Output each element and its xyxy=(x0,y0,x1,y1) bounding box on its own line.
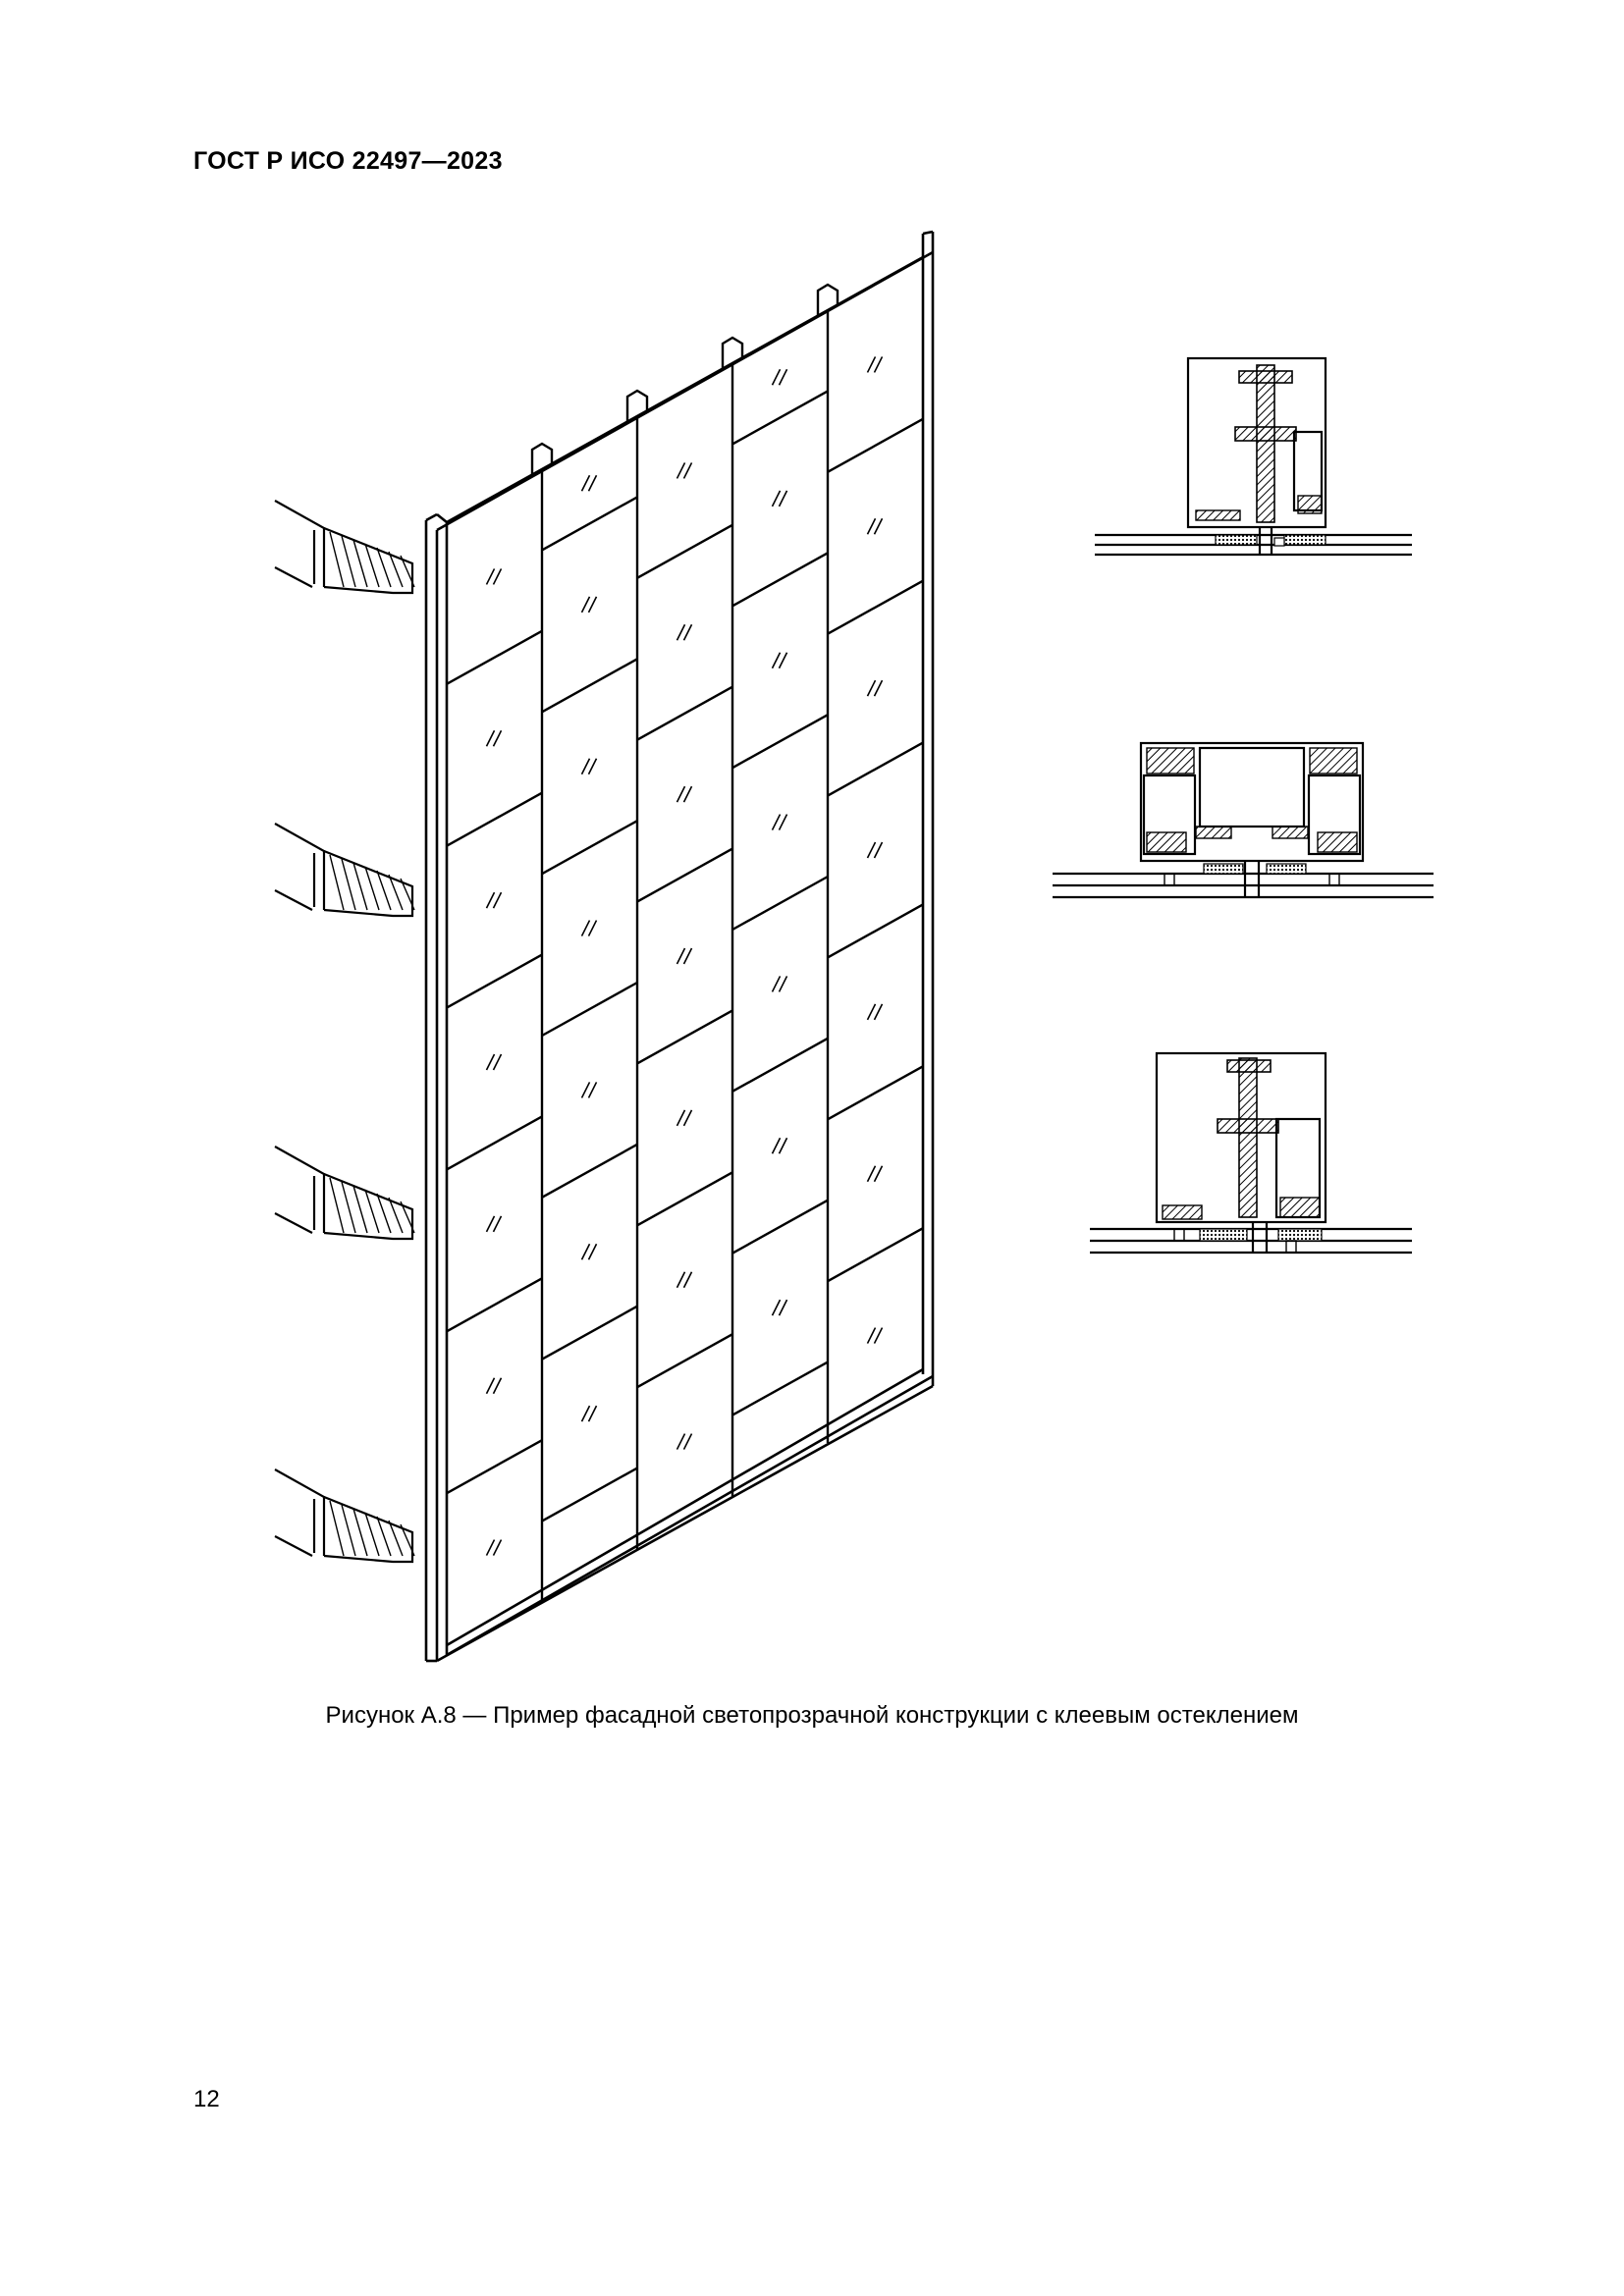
glass-mark-icon xyxy=(868,1004,883,1020)
transom-joint xyxy=(828,1228,923,1281)
transom-joint xyxy=(732,877,828,930)
page-number: 12 xyxy=(193,2086,220,2112)
glass-mark-icon xyxy=(868,680,883,696)
transom-joint xyxy=(542,659,637,712)
glass-mark-icon xyxy=(487,1054,502,1070)
glass-mark-icon xyxy=(868,356,883,372)
glass-mark-icon xyxy=(677,1272,692,1288)
glass-mark-icon xyxy=(773,815,787,830)
glass-mark-icon xyxy=(582,475,597,491)
transom-joint xyxy=(447,631,542,684)
floor-slab xyxy=(275,824,414,916)
transom-joint xyxy=(447,955,542,1008)
transom-joint xyxy=(542,821,637,874)
transom-joint xyxy=(828,581,923,634)
document-header: ГОСТ Р ИСО 22497—2023 xyxy=(193,147,503,175)
transom-joint xyxy=(637,849,732,902)
glass-mark-icon xyxy=(487,568,502,584)
glass-mark-icon xyxy=(677,948,692,964)
glass-mark-icon xyxy=(773,653,787,668)
glass-mark-icon xyxy=(582,1082,597,1097)
transom-joint xyxy=(637,687,732,740)
glass-mark-icon xyxy=(677,1434,692,1450)
transom-joint xyxy=(732,553,828,606)
floor-slabs xyxy=(275,501,414,1562)
glass-mark-icon xyxy=(582,1244,597,1259)
transom-joint xyxy=(828,743,923,796)
transom-joint xyxy=(828,1066,923,1119)
glass-mark-icon xyxy=(582,1406,597,1421)
glass-mark-icon xyxy=(487,892,502,908)
transom-joint xyxy=(637,1172,732,1225)
floor-slab xyxy=(275,1147,414,1239)
transom-joint xyxy=(828,419,923,472)
glass-mark-icon xyxy=(868,1166,883,1182)
transom-joint xyxy=(637,1010,732,1063)
transom-joint xyxy=(447,1278,542,1331)
glass-mark-icon xyxy=(677,624,692,640)
transom-joint xyxy=(542,1145,637,1198)
curtain-wall xyxy=(426,232,933,1661)
glass-mark-icon xyxy=(487,1378,502,1394)
figure-caption: Рисунок А.8 — Пример фасадной светопрозрачной конструкции с клеевым остеклением xyxy=(325,1702,1299,1729)
glass-mark-icon xyxy=(868,518,883,534)
transom-joint xyxy=(732,1201,828,1254)
glass-mark-icon xyxy=(773,491,787,507)
glass-mark-icon xyxy=(582,759,597,774)
transom-joint xyxy=(447,1440,542,1493)
glass-mark-icons xyxy=(487,356,883,1555)
glass-mark-icon xyxy=(773,1300,787,1315)
transom-joint xyxy=(732,715,828,768)
glass-mark-icon xyxy=(677,786,692,802)
transom-joint xyxy=(828,904,923,957)
glass-mark-icon xyxy=(773,1138,787,1153)
transom-joint xyxy=(542,983,637,1036)
glass-mark-icon xyxy=(582,921,597,936)
section-detail-bottom xyxy=(1090,1053,1412,1253)
glass-mark-icon xyxy=(487,1216,502,1232)
transom-joint xyxy=(447,793,542,846)
glass-mark-icon xyxy=(487,730,502,746)
glass-mark-icon xyxy=(868,842,883,858)
transom-joint xyxy=(732,391,828,444)
glass-mark-icon xyxy=(677,1110,692,1126)
transom-joint xyxy=(542,497,637,550)
transom-joint xyxy=(732,1362,828,1415)
transom-joint xyxy=(542,1307,637,1360)
glass-mark-icon xyxy=(773,976,787,991)
glass-mark-icon xyxy=(868,1328,883,1344)
transom-joint xyxy=(637,1334,732,1387)
glass-mark-icon xyxy=(487,1540,502,1556)
transom-joint xyxy=(637,525,732,578)
transom-joint xyxy=(447,1116,542,1169)
section-detail-middle xyxy=(1053,743,1434,897)
transom-joint xyxy=(542,1468,637,1522)
glass-mark-icon xyxy=(677,462,692,478)
floor-slab xyxy=(275,1469,414,1562)
glass-mark-icon xyxy=(773,369,787,385)
floor-slab xyxy=(275,501,414,593)
section-detail-top xyxy=(1095,358,1412,555)
transom-joint xyxy=(732,1039,828,1092)
glass-mark-icon xyxy=(582,597,597,613)
